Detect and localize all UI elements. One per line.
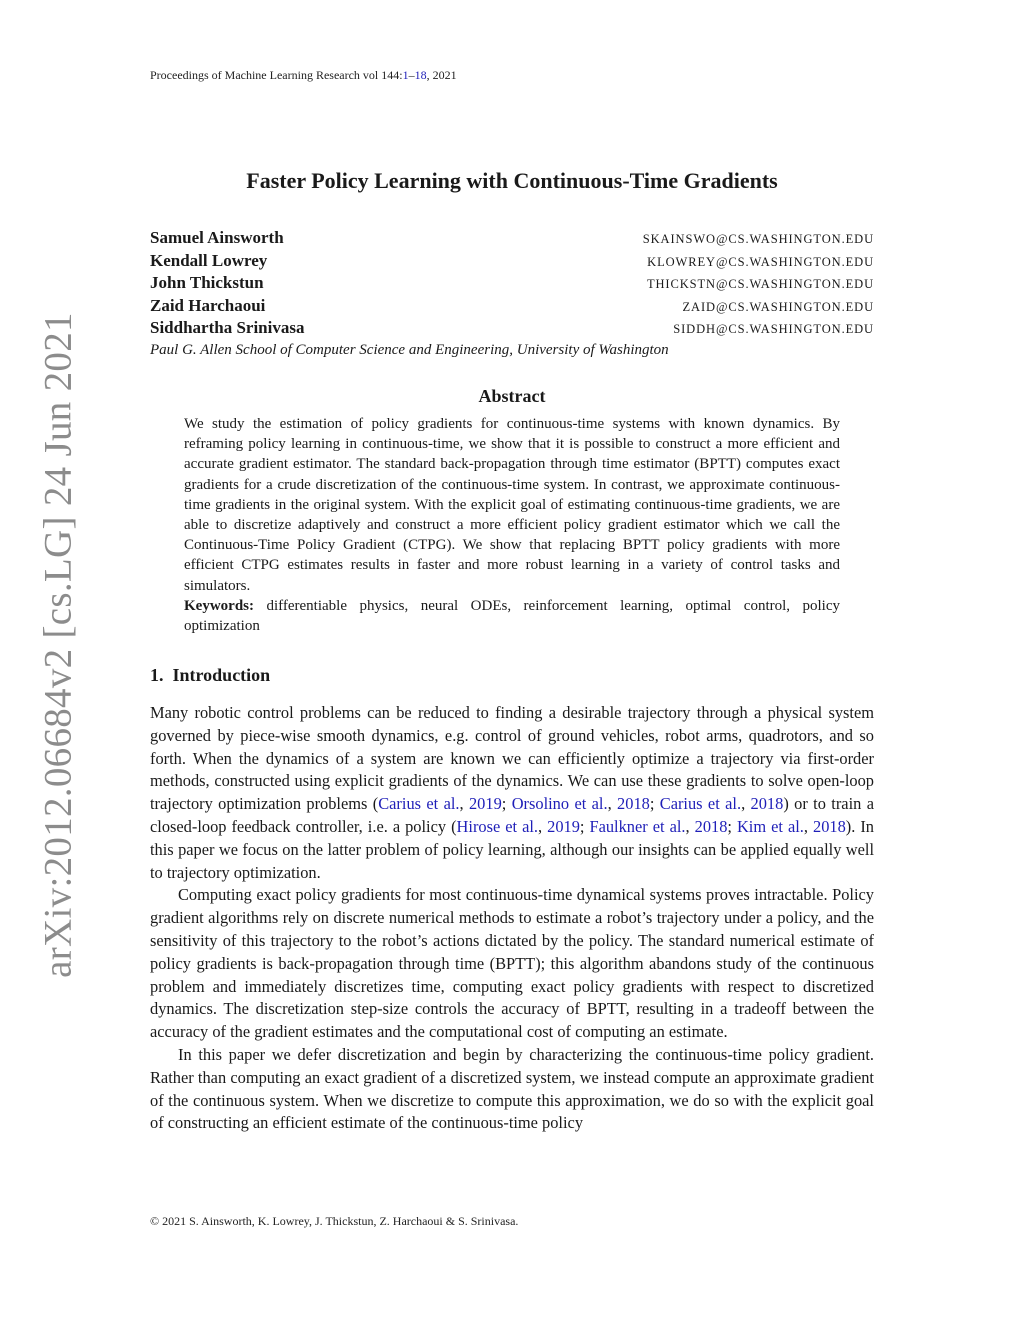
affiliation: Paul G. Allen School of Computer Science and Engineering, University of Washington xyxy=(150,342,669,358)
author-email: ZAID@CS.WASHINGTON.EDU xyxy=(682,299,874,314)
section-body xyxy=(150,702,874,1135)
proceedings-header xyxy=(150,68,457,83)
abstract-text: We study the estimation of policy gradients for continuous-time systems with known dynamics. By reframing policy learning in continuous-time, we show that it is possible to construct a more efficient and accurate gradient estimator. The standard back-propagation through time estimator (BPTT) computes exact gradients for a crude discretization of the continuous-time system. In contrast, we approximate continuous-time gradients in the original system. With the explicit goal of estimating continuous-time gradients, we are able to discretize adaptively and construct a more efficient policy gradient estimator which we call the Continuous-Time Policy Gradient (CTPG). We show that replacing BPTT policy gradients with more efficient CTPG estimates results in faster and more robust learning in a variety of control tasks and simulators. xyxy=(184,416,840,594)
arxiv-identifier-stamp: arXiv:2012.06684v2 [cs.LG] 24 Jun 2021 xyxy=(36,312,80,978)
citation-link[interactable]: Hirose et al. xyxy=(456,816,539,836)
author-name: John Thickstun xyxy=(150,273,264,292)
citation-year-link[interactable]: 2019 xyxy=(468,794,502,814)
proceedings-year: , 2021 xyxy=(426,68,457,82)
citation-link[interactable]: Orsolino et al. xyxy=(511,794,608,814)
keywords-list: differentiable physics, neural ODEs, reinforcement learning, optimal control, policy optimization xyxy=(184,597,841,635)
paragraph-text: ). In this paper we focus on the latter problem of policy learning, although our insights can be applied equally well to trajectory optimization. xyxy=(150,816,874,882)
author-email: SKAINSWO@CS.WASHINGTON.EDU xyxy=(642,232,874,246)
author-row xyxy=(150,273,874,296)
copyright-footer: © 2021 S. Ainsworth, K. Lowrey, J. Thickstun, Z. Harchaoui & S. Srinivasa. xyxy=(150,1214,519,1228)
author-row xyxy=(150,228,874,251)
abstract-heading: Abstract xyxy=(478,386,546,406)
citation-link[interactable]: Carius et al. xyxy=(378,794,460,814)
citation-link[interactable]: Faulkner et al. xyxy=(589,816,686,836)
paragraph-2: Computing exact policy gradients for most continuous-time dynamical systems proves intractable. Policy gradient algorithms rely on discrete numerical methods to estimate a robot’s trajectory under a policy, and the sensitivity of this trajectory to the robot’s actions dictated by the policy. The standard numerical estimate of policy gradients is back-propagation through time (BPTT); this algorithm abandons study of the continuous problem and immediately discretizes time, computing exact policy gradients with respect to discretized dynamics. The discretization step-size controls the accuracy of BPTT, resulting in a tradeoff between the accuracy of the gradient estimates and the computational cost of computing an estimate. xyxy=(150,885,874,1042)
author-row xyxy=(150,318,874,341)
citation-year-link[interactable]: 2018 xyxy=(750,794,784,814)
paragraph-1: Many robotic control problems can be reduced to finding a desirable trajectory through a physical system governed by piece-wise smooth dynamics, e.g. control of ground vehicles, robot arms, quadrotors, and so forth. When the dynamics of a system are known we can efficiently optimize a trajectory via first-order methods, constructed using explicit gradients of the dynamics. We can use these gradients to solve open-loop trajectory optimization problems (Carius et al., 2019; Orsolino et al., 2018; Carius et al., 2018) or to train a closed-loop feedback controller, i.e. a policy (Hirose et al., 2019; Faulkner et al., 2018; Kim et al., 2018). In this paper we focus on the latter problem of policy learning, although our insights can be applied equally well to trajectory optimization. xyxy=(150,703,874,882)
author-email: KLOWREY@CS.WASHINGTON.EDU xyxy=(647,254,874,269)
author-name: Siddhartha Srinivasa xyxy=(150,318,305,337)
citation-year-link[interactable]: 2018 xyxy=(617,794,650,814)
author-row xyxy=(150,296,874,319)
author-name: Samuel Ainsworth xyxy=(150,228,284,247)
abstract-body xyxy=(184,414,840,636)
paragraph-text: ) or to train a closed-loop feedback controller, i.e. a policy ( xyxy=(150,794,874,836)
paragraph-text: Many robotic control problems can be reduced to finding a desirable trajectory through a physical system governed by piece-wise smooth dynamics, e.g. control of ground vehicles, robot arms, quadrotors, and so forth. When the dynamics of a system are known we can efficiently optimize a trajectory via first-order methods, constructed using explicit gradients of the dynamics. We can use these gradients to solve open-loop trajectory optimization problems ( xyxy=(150,703,874,814)
citation-year-link[interactable]: 2018 xyxy=(813,816,846,836)
author-email: SIDDH@CS.WASHINGTON.EDU xyxy=(673,322,874,336)
keywords-label: Keywords: xyxy=(184,597,254,614)
citation-year-link[interactable]: 2019 xyxy=(547,816,580,836)
paragraph-3: In this paper we defer discretization and begin by characterizing the continuous-time policy gradient. Rather than computing an exact gradient of a discretized system, we instead compute an approximate gradient of the continuous system. When we discretize to compute this approximation, we do so with the explicit goal of constructing an efficient estimate of the continuous-time policy xyxy=(150,1044,874,1133)
section-title: Introduction xyxy=(172,665,271,685)
citation-link[interactable]: Carius et al. xyxy=(659,794,742,814)
author-name: Kendall Lowrey xyxy=(150,250,268,270)
proceedings-name: Proceedings of Machine Learning Research vol 144: xyxy=(150,68,403,82)
page-start-link[interactable]: 1 xyxy=(402,68,409,82)
citation-link[interactable]: Kim et al. xyxy=(736,816,804,836)
author-email: THICKSTN@CS.WASHINGTON.EDU xyxy=(646,277,874,291)
page-range-dash: – xyxy=(408,68,415,82)
author-name: Zaid Harchaoui xyxy=(150,295,266,315)
paper-title: Faster Policy Learning with Continuous-Time Gradients xyxy=(246,168,778,193)
author-list xyxy=(150,228,874,341)
keywords xyxy=(184,596,840,636)
section-number: 1. xyxy=(150,665,164,685)
author-row xyxy=(150,251,874,274)
section-heading xyxy=(150,665,270,686)
citation-year-link[interactable]: 2018 xyxy=(694,816,728,836)
page-end-link[interactable]: 18 xyxy=(414,68,427,82)
